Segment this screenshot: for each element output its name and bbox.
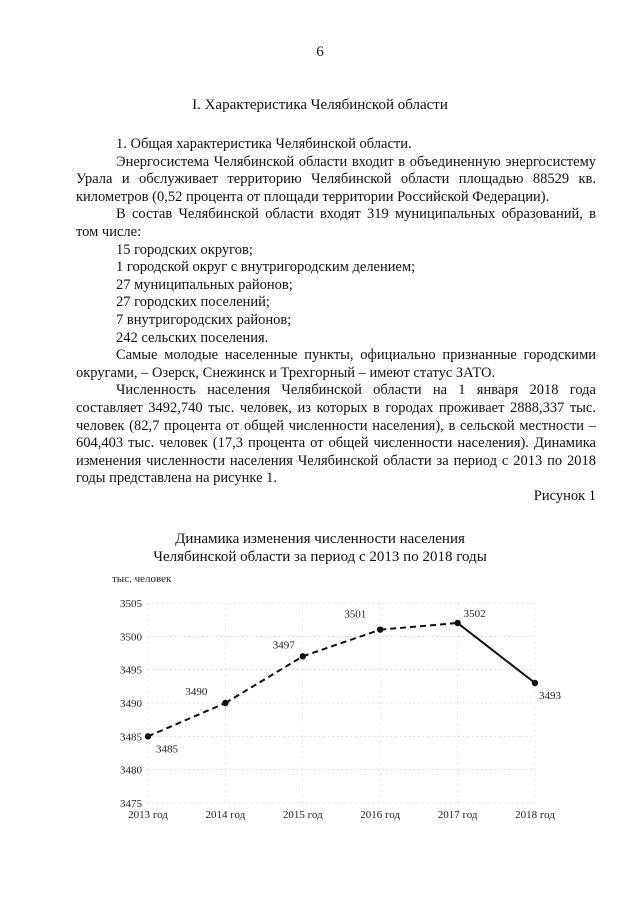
y-tick-label: 3475 <box>120 798 142 810</box>
y-tick-label: 3500 <box>120 631 142 644</box>
x-tick-label: 2016 год <box>360 809 401 821</box>
y-tick-label: 3480 <box>120 764 142 777</box>
x-tick-label: 2017 год <box>437 809 478 821</box>
data-label: 3493 <box>539 690 561 702</box>
y-tick-label: 3505 <box>120 598 142 610</box>
y-tick-label: 3485 <box>120 731 142 744</box>
population-line-chart <box>100 570 570 830</box>
data-label: 3502 <box>463 608 486 620</box>
series-line-segment <box>380 623 457 630</box>
x-tick-label: 2015 год <box>282 809 323 821</box>
page-number: 6 <box>316 44 324 60</box>
section-title: I. Характеристика Челябинской области <box>192 97 448 113</box>
y-axis-label: тыс. человек <box>112 573 172 585</box>
y-tick-label: 3490 <box>120 698 142 710</box>
paragraph: 1. Общая характеристика Челябинской области. <box>116 136 412 152</box>
data-label: 3497 <box>272 639 295 652</box>
x-tick-label: 2013 год <box>128 809 168 821</box>
data-point <box>454 620 460 626</box>
series-line-segment <box>458 623 535 683</box>
figure-label: Рисунок 1 <box>533 487 596 504</box>
data-point <box>532 680 538 686</box>
chart-title-line-2: Челябинской области за период с 2013 по 2018 годы <box>153 549 487 565</box>
chart-title-line-1: Динамика изменения численности населения <box>175 531 465 547</box>
data-label: 3501 <box>344 608 367 621</box>
paragraph: В состав Челябинской области входят 319 муниципальных образований, в том числе: <box>76 206 596 240</box>
series-line-segment <box>225 656 302 703</box>
series-line-segment <box>148 703 225 736</box>
data-point <box>300 653 306 659</box>
chart-title <box>0 530 640 566</box>
data-label: 3490 <box>185 686 208 698</box>
data-label: 3485 <box>156 743 178 756</box>
paragraph: Энергосистема Челябинской области входит в объединенную энергосистему Урала и обслуживает территорию Челябинской области площадью 88529 кв. километров (0,52 процента от площади территории Российской Федерации). <box>76 153 596 205</box>
list-item: 1 городской округ с внутригородским делением; <box>116 259 416 276</box>
y-tick-label: 3495 <box>120 664 142 677</box>
list-item: 27 городских поселений; <box>116 294 270 311</box>
list-item: 27 муниципальных районов; <box>116 276 293 293</box>
paragraph: Численность населения Челябинской области на 1 января 2018 года составляет 3492,740 тыс. человек, из которых в городах проживает 2888,337 тыс. человек (82,7 процента от общей численности населения), в сельской местности – 604,403 тыс. человек (17,3 процента от общей численности населения). Динамика изменения численности населения Челябинской области за период с 2013 по 2018 годы представлена на рисунке 1. <box>76 382 596 487</box>
x-tick-label: 2014 год <box>205 809 246 821</box>
data-point <box>145 733 151 739</box>
list-item: 15 городских округов; <box>116 241 253 258</box>
paragraph: Самые молодые населенные пункты, официально признанные городскими округами, – Озерск, Снежинск и Трехгорный – имеют статус ЗАТО. <box>76 347 596 381</box>
series-line-segment <box>303 630 380 657</box>
x-tick-label: 2018 год <box>515 809 555 821</box>
list-item: 242 сельских поселения. <box>116 329 269 346</box>
list-item: 7 внутригородских районов; <box>116 311 292 328</box>
document-body <box>76 136 596 505</box>
data-point <box>377 626 383 632</box>
data-point <box>222 700 228 706</box>
